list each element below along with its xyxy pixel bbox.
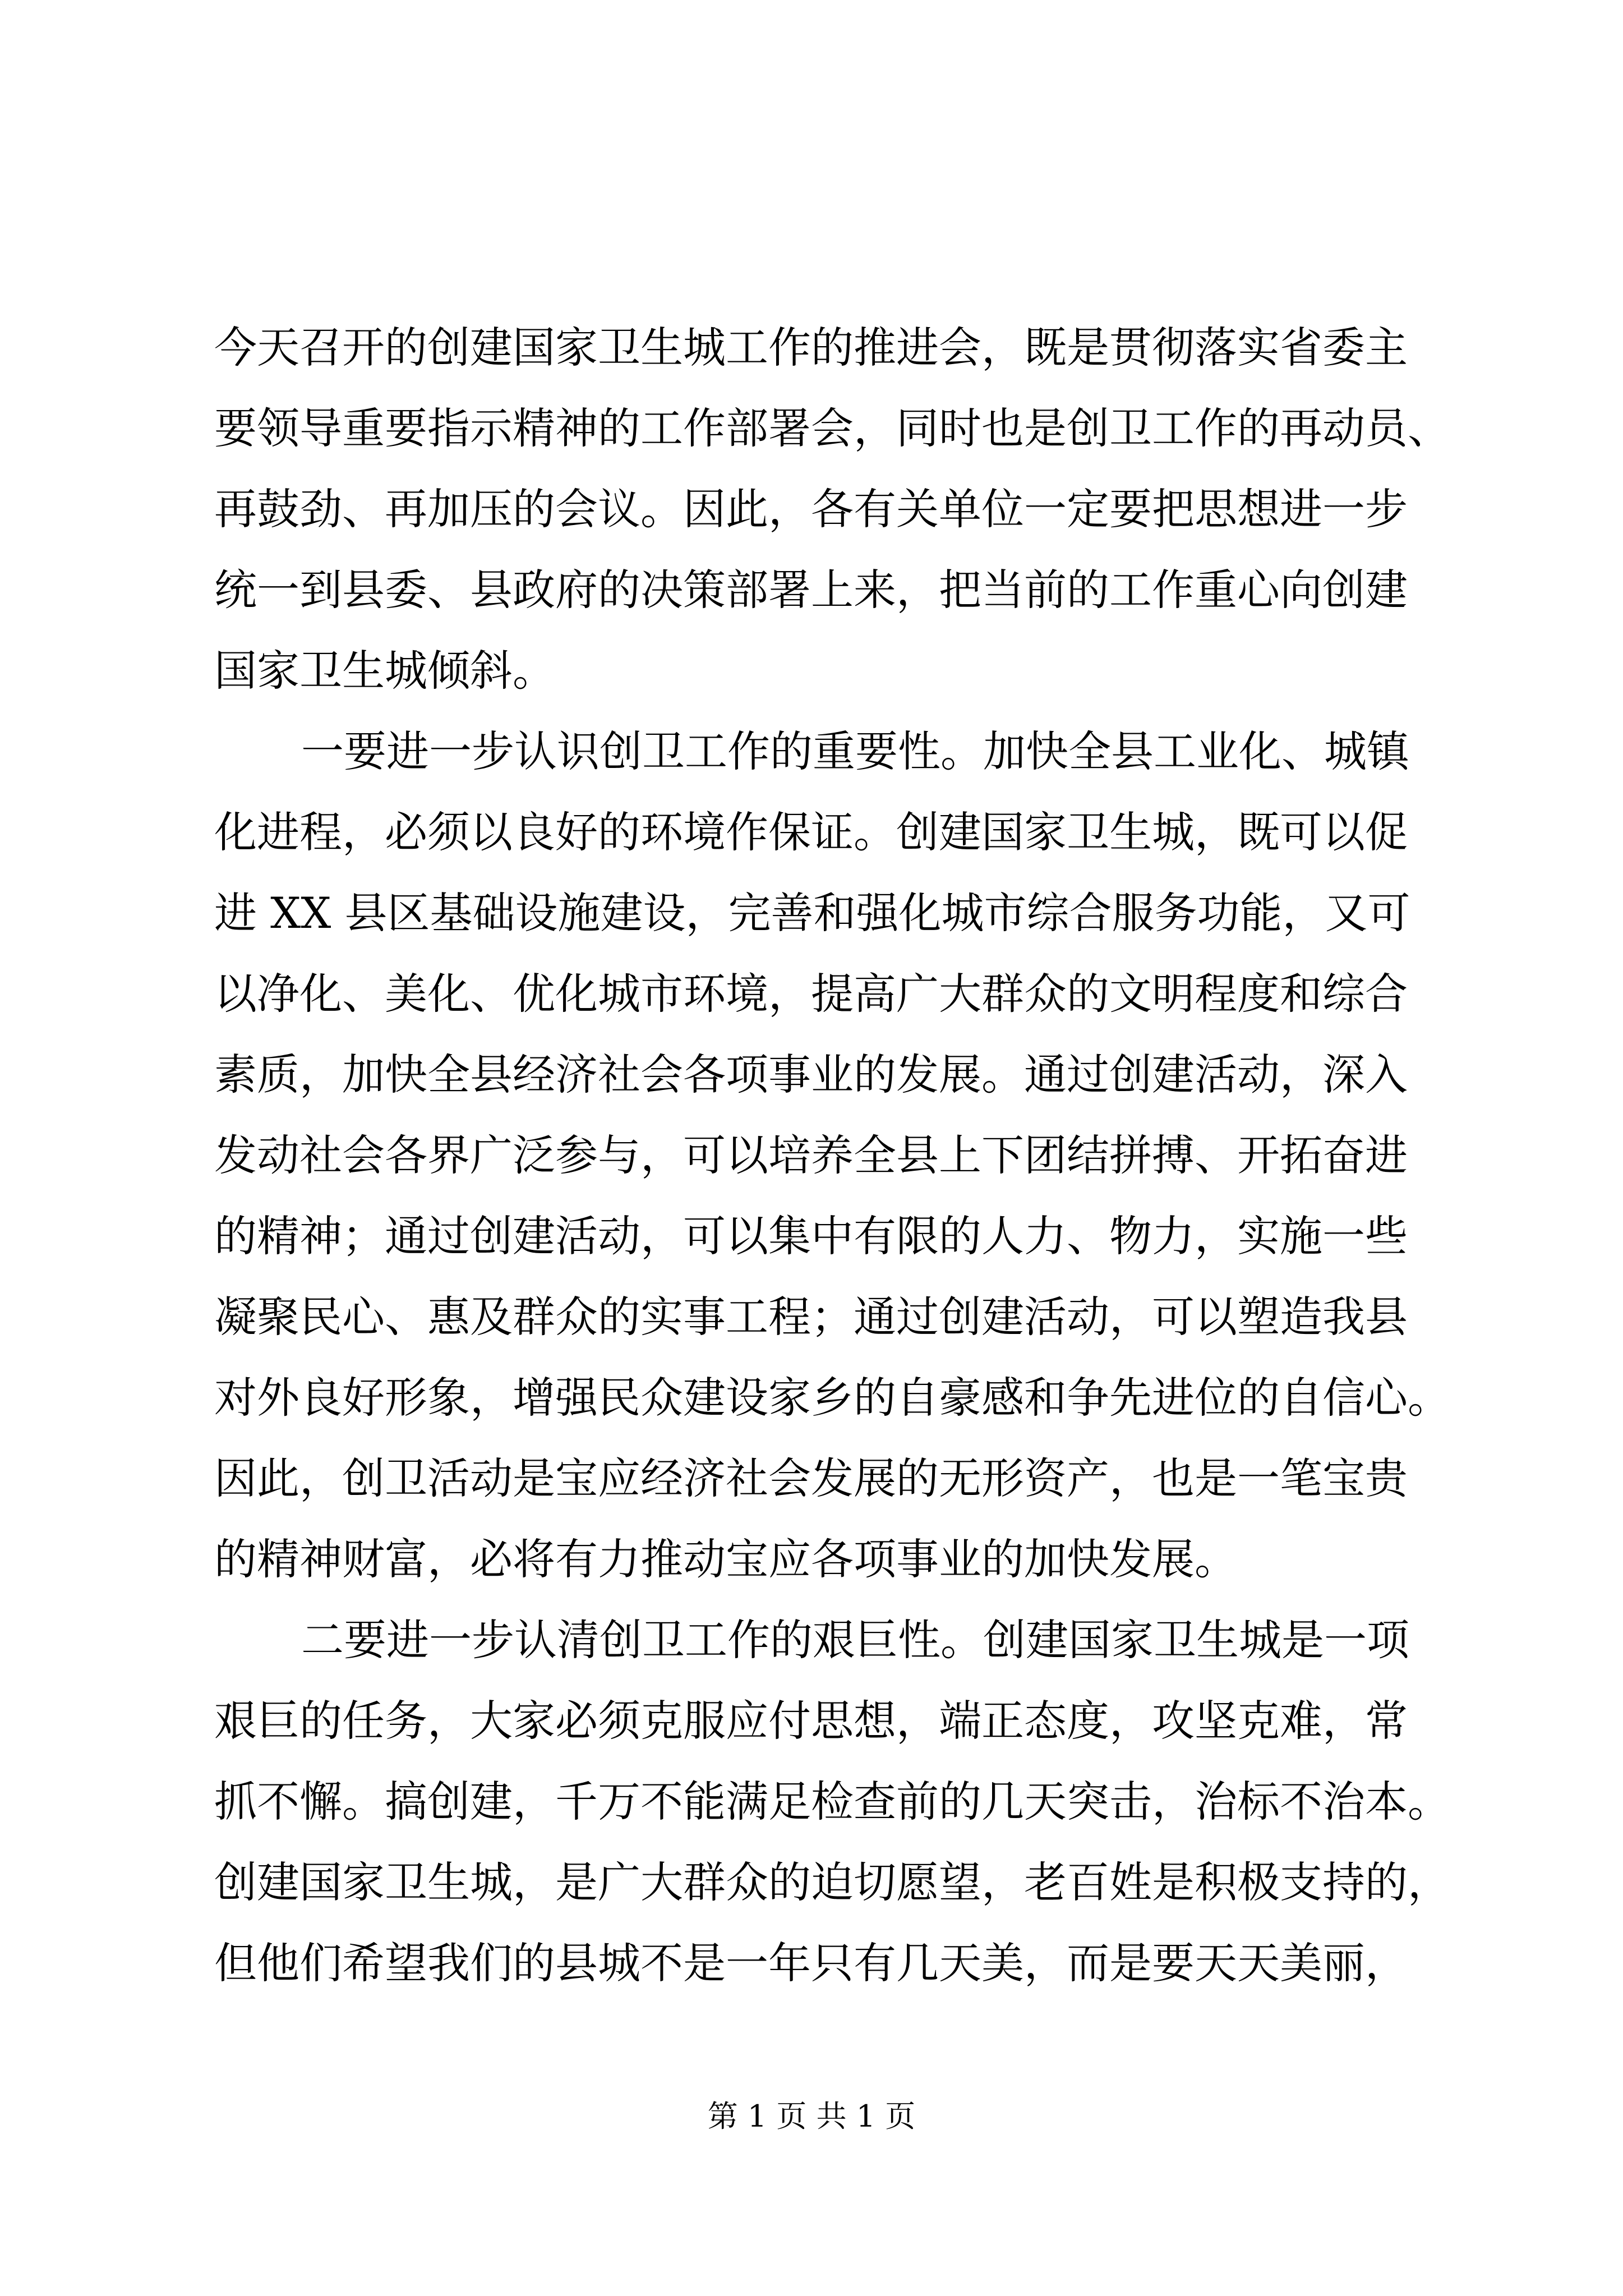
- text-line: 对外良好形象，增强民众建设家乡的自豪感和争先进位的自信心。: [214, 1373, 1450, 1423]
- page-number-footer: 第 1 页 共 1 页: [707, 2099, 916, 2134]
- text-line: 统一到县委、县政府的决策部署上来，把当前的工作重心向创建: [214, 565, 1408, 615]
- text-line: 素质，加快全县经济社会各项事业的发展。通过创建活动，深入: [214, 1050, 1408, 1099]
- text-line: 的精神财富，必将有力推动宝应各项事业的加快发展。: [214, 1534, 1237, 1584]
- paragraph-first-line: 一要进一步认识创卫工作的重要性。加快全县工业化、城镇: [301, 726, 1409, 776]
- text-line: 创建国家卫生城，是广大群众的迫切愿望，老百姓是积极支持的，: [214, 1857, 1450, 1907]
- text-line: 但他们希望我们的县城不是一年只有几天美，而是要天天美丽，: [214, 1938, 1408, 1988]
- document-body: [214, 307, 1510, 2004]
- text-line: 以净化、美化、优化城市环境，提高广大群众的文明程度和综合: [214, 969, 1408, 1019]
- text-line: 艰巨的任务，大家必须克服应付思想，端正态度，攻坚克难，常: [214, 1696, 1408, 1746]
- text-line: 今天召开的创建国家卫生城工作的推进会，既是贯彻落实省委主: [214, 323, 1408, 372]
- paragraph-first-line: 二要进一步认清创卫工作的艰巨性。创建国家卫生城是一项: [301, 1615, 1409, 1665]
- text-line: 再鼓劲、再加压的会议。因此，各有关单位一定要把思想进一步: [214, 484, 1408, 534]
- text-line: 的精神；通过创建活动，可以集中有限的人力、物力，实施一些: [214, 1211, 1408, 1261]
- text-line: 化进程，必须以良好的环境作保证。创建国家卫生城，既可以促: [214, 807, 1408, 857]
- text-line: 发动社会各界广泛参与，可以培养全县上下团结拼搏、开拓奋进: [214, 1130, 1408, 1180]
- text-line: 凝聚民心、惠及群众的实事工程；通过创建活动，可以塑造我县: [214, 1292, 1408, 1342]
- text-line: 抓不懈。搞创建，千万不能满足检查前的几天突击，治标不治本。: [214, 1777, 1450, 1826]
- text-line: 进 XX 县区基础设施建设，完善和强化城市综合服务功能，又可: [214, 888, 1410, 938]
- text-line: 要领导重要指示精神的工作部署会，同时也是创卫工作的再动员、: [214, 403, 1450, 453]
- text-line: 国家卫生城倾斜。: [214, 646, 555, 696]
- text-line: 因此，创卫活动是宝应经济社会发展的无形资产，也是一笔宝贵: [214, 1453, 1408, 1503]
